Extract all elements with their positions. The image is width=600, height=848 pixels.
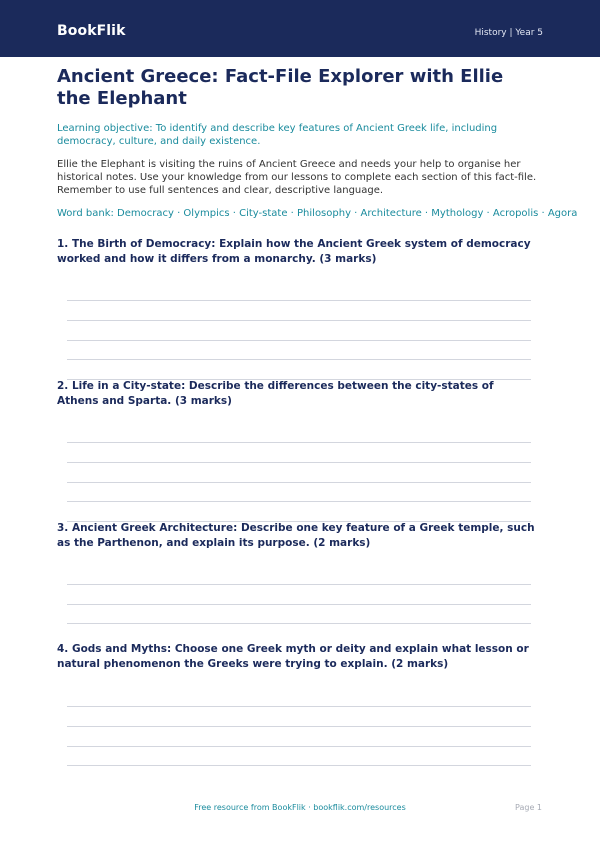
answer-line[interactable] xyxy=(67,726,531,727)
answer-line[interactable] xyxy=(67,584,531,585)
learning-objective: Learning objective: To identify and describe key features of Ancient Greek life, including democracy, culture, and daily existence. xyxy=(57,123,498,147)
answer-line[interactable] xyxy=(67,359,531,360)
question-3: 3. Ancient Greek Architecture: Describe one key feature of a Greek temple, such as the Parthenon, and explain its purpose. (2 marks) xyxy=(57,522,535,549)
answer-line[interactable] xyxy=(67,706,531,707)
answer-line[interactable] xyxy=(67,604,531,605)
answer-line[interactable] xyxy=(67,746,531,747)
footer-resource-link[interactable]: Free resource from BookFlik · bookflik.com/resources xyxy=(194,803,406,812)
answer-line[interactable] xyxy=(67,300,531,301)
answer-line[interactable] xyxy=(67,623,531,624)
question-2: 2. Life in a City-state: Describe the differences between the city-states of Athens and Sparta. (3 marks) xyxy=(57,380,494,407)
answer-line[interactable] xyxy=(67,442,531,443)
question-4: 4. Gods and Myths: Choose one Greek myth or deity and explain what lesson or natural phenomenon the Greeks were trying to explain. (2 marks) xyxy=(57,643,529,670)
answer-line[interactable] xyxy=(67,320,531,321)
answer-line[interactable] xyxy=(67,462,531,463)
header-bar xyxy=(0,0,600,57)
brand-logo[interactable]: BookFlik xyxy=(57,23,126,39)
answer-line[interactable] xyxy=(67,501,531,502)
page-title: Ancient Greece: Fact-File Explorer with Ellie the Elephant xyxy=(57,66,504,109)
page-number: Page 1 xyxy=(515,803,542,812)
answer-line[interactable] xyxy=(67,482,531,483)
intro-text: Ellie the Elephant is visiting the ruins of Ancient Greece and needs your help to organise her historical notes. Use your knowledge from our lessons to complete each section of this fact-file. Remember to use full sentences and clear, descriptive language. xyxy=(57,159,537,196)
question-1: 1. The Birth of Democracy: Explain how the Ancient Greek system of democracy worked and how it differs from a monarchy. (3 marks) xyxy=(57,238,531,265)
answer-line[interactable] xyxy=(67,340,531,341)
subject-year-label: History | Year 5 xyxy=(474,28,543,38)
word-bank: Word bank: Democracy · Olympics · City-state · Philosophy · Architecture · Mythology · Acropolis · Agora xyxy=(57,208,578,219)
answer-line[interactable] xyxy=(67,765,531,766)
